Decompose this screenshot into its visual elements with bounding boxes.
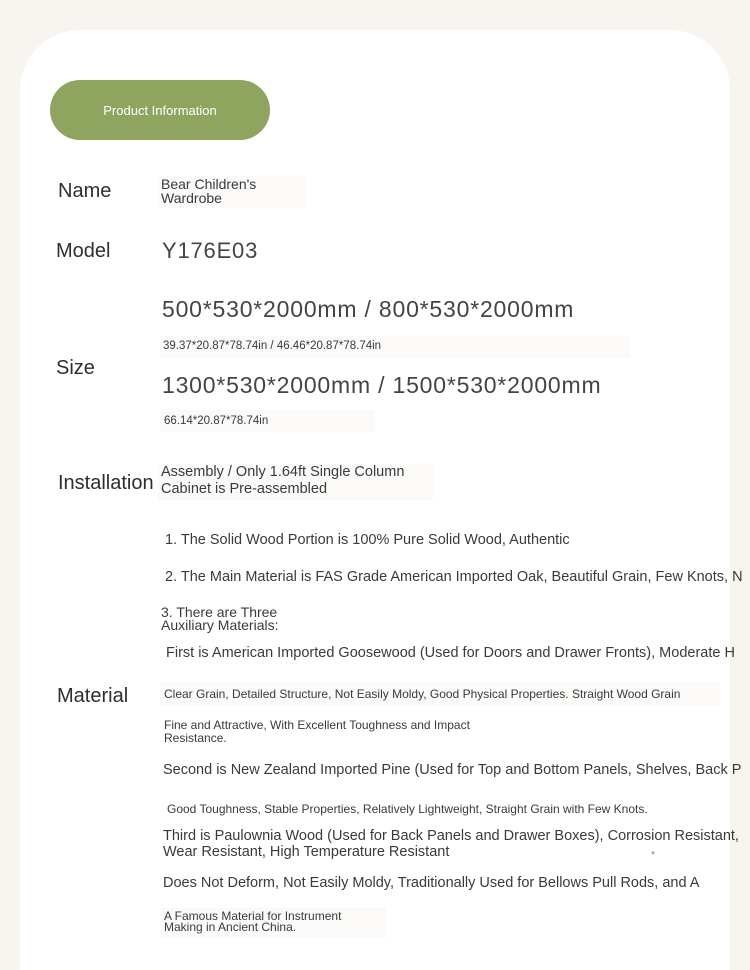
section-title-pill: Product Information — [50, 80, 270, 140]
size-row1-in: 39.37*20.87*78.74in / 46.46*20.87*78.74in — [163, 340, 382, 352]
model-value: Y176E03 — [162, 238, 259, 263]
material-third-cont: Does Not Deform, Not Easily Moldy, Traditionally Used for Bellows Pull Rods, and A — [163, 875, 700, 891]
material-first-note2: Fine and Attractive, With Excellent Toughness and Impact Resistance. — [164, 718, 470, 746]
material-third-note: A Famous Material for Instrument Making in Ancient China. — [164, 909, 342, 935]
material-label: Material — [57, 685, 129, 707]
size-row2-mm: 1300*530*2000mm / 1500*530*2000mm — [162, 372, 602, 398]
material-first-note1: Clear Grain, Detailed Structure, Not Easily Moldy, Good Physical Properties. Straight Wood Grain — [164, 687, 681, 701]
material-line-2: 2. The Main Material is FAS Grade American Imported Oak, Beautiful Grain, Few Knots, N — [165, 569, 743, 585]
material-line-3: 3. There are Three Auxiliary Materials: — [161, 604, 279, 633]
installation-label: Installation — [58, 472, 154, 494]
small-marker-icon: ▼ — [650, 851, 656, 857]
model-label: Model — [56, 240, 111, 262]
name-label: Name — [58, 180, 112, 202]
size-row2-in: 66.14*20.87*78.74in — [164, 415, 269, 427]
installation-value: Assembly / Only 1.64ft Single Column Cabinet is Pre-assembled — [161, 464, 405, 498]
material-second: Second is New Zealand Imported Pine (Used for Top and Bottom Panels, Shelves, Back P — [163, 762, 742, 778]
material-second-note: Good Toughness, Stable Properties, Relatively Lightweight, Straight Grain with Few Knots. — [167, 802, 648, 816]
size-row1-mm: 500*530*2000mm / 800*530*2000mm — [162, 296, 575, 322]
material-line-1: 1. The Solid Wood Portion is 100% Pure Solid Wood, Authentic — [165, 532, 570, 548]
name-value: Bear Children's Wardrobe — [161, 176, 257, 206]
material-first: First is American Imported Goosewood (Used for Doors and Drawer Fronts), Moderate H — [166, 645, 735, 661]
size-label: Size — [56, 357, 95, 379]
material-third: Third is Paulownia Wood (Used for Back Panels and Drawer Boxes), Corrosion Resistant, Wear Resistant, High Temperature Resistant — [163, 828, 739, 860]
